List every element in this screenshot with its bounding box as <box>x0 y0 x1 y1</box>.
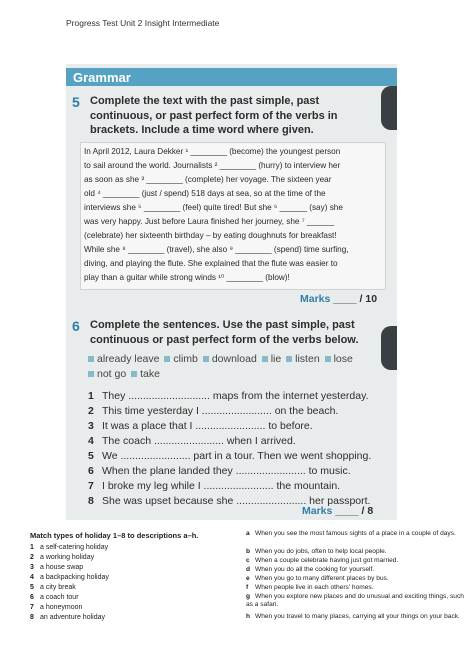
description-text: When you explore new places and do unusual and exciting things, such as a safari. <box>246 593 464 608</box>
description-text: When you travel to many places, carrying all your things on your back. <box>255 613 460 620</box>
description-letter: e <box>246 575 250 582</box>
text-line: play than a guitar while strong winds ¹⁰ ________ (blow)! <box>84 273 290 282</box>
holiday-text: a city break <box>40 584 76 591</box>
sentence-number: 1 <box>88 390 94 402</box>
holiday-text: a honeymoon <box>40 604 83 611</box>
exercise-5-number: 5 <box>72 94 80 110</box>
sentence-text: When the plane landed they ........................ to music. <box>102 465 351 477</box>
section-header-bar <box>66 68 397 86</box>
page-tab-top <box>381 86 397 130</box>
sentence-text: This time yesterday I ........................ on the beach. <box>102 405 339 417</box>
text-line: In April 2012, Laura Dekker ¹ ________ (become) the youngest person <box>84 147 341 156</box>
section-label: Grammar <box>73 70 131 85</box>
text-line: was very happy. Just before Laura finished her journey, she ⁷ ______ <box>84 217 335 226</box>
marks-label: Marks <box>302 505 333 517</box>
holiday-text: a house swap <box>40 564 84 571</box>
sentence-text: We ........................ part in a tour. Then we went shopping. <box>102 450 372 462</box>
bullet-square-icon <box>131 371 137 377</box>
holiday-number: 1 <box>30 544 34 551</box>
description-text: When you go to many different places by bus. <box>255 575 389 582</box>
sentence-number: 4 <box>88 435 94 447</box>
description-text: When you see the most famous sights of a place in a couple of days. <box>255 530 456 537</box>
description-letter: c <box>246 557 250 564</box>
description-item <box>246 548 471 556</box>
exercise-6-instruction <box>90 318 359 347</box>
holiday-item <box>30 584 76 591</box>
exercise-5-marks <box>300 293 377 305</box>
word-bank-row-2 <box>86 367 160 381</box>
document-title: Progress Test Unit 2 Insight Intermediate <box>66 18 220 28</box>
holiday-item <box>30 564 83 571</box>
holiday-item <box>30 574 109 581</box>
sentence-text: I broke my leg while I ........................ the mountain. <box>102 480 341 492</box>
sentence-item <box>88 390 368 402</box>
holiday-number: 4 <box>30 574 34 581</box>
text-line: diving, and playing the flute. She explained that the flute was easier to <box>84 259 338 268</box>
text-line: as soon as she ³ ________ (complete) her voyage. The sixteen year <box>84 175 332 184</box>
instruction-line: brackets. Include a time word where given. <box>90 124 314 136</box>
description-letter: d <box>246 566 251 573</box>
marks-score: ____ / 10 <box>333 293 378 305</box>
holiday-number: 5 <box>30 584 34 591</box>
description-text: When you do jobs, often to help local people. <box>255 548 387 555</box>
sentence-number: 5 <box>88 450 94 462</box>
description-text: When you do all the cooking for yourself. <box>255 566 375 573</box>
exercise-6-marks <box>302 505 373 517</box>
description-text: When a couple celebrate having just got married. <box>255 557 399 564</box>
instruction-line: Complete the text with the past simple, past <box>90 95 320 107</box>
bullet-square-icon <box>262 356 268 362</box>
description-text: When people live in each others' homes. <box>255 584 374 591</box>
instruction-line: Complete the sentences. Use the past simple, past <box>90 319 355 331</box>
sentence-number: 3 <box>88 420 94 432</box>
bullet-square-icon <box>286 356 292 362</box>
holiday-text: a working holiday <box>40 554 95 561</box>
bullet-square-icon <box>88 371 94 377</box>
sentence-item <box>88 480 340 492</box>
holiday-number: 3 <box>30 564 34 571</box>
description-item <box>246 566 471 574</box>
instruction-line: continuous or past perfect form of the verbs below. <box>90 333 359 346</box>
bullet-square-icon <box>325 356 331 362</box>
word-bank-item: climb <box>173 353 198 365</box>
marks-score: ____ / 8 <box>335 505 374 517</box>
bullet-square-icon <box>88 356 94 362</box>
sentence-item <box>88 420 313 432</box>
text-line: interviews she ⁵ ________ (feel) quite tired! But she ⁶ ______ (say) she <box>84 203 343 212</box>
holiday-item <box>30 544 108 551</box>
sentence-text: She was upset because she ........................ her passport. <box>102 495 371 507</box>
sentence-number: 2 <box>88 405 94 417</box>
holiday-item <box>30 604 82 611</box>
sentence-number: 6 <box>88 465 94 477</box>
sentence-item <box>88 465 351 477</box>
description-item <box>246 575 471 583</box>
description-letter: a <box>246 530 250 537</box>
description-item <box>246 613 471 621</box>
sentence-text: They ............................ maps from the internet yesterday. <box>102 390 369 402</box>
description-letter: b <box>246 548 251 555</box>
text-line: (celebrate) her sixteenth birthday – by eating doughnuts for breakfast! <box>84 231 337 240</box>
holiday-item <box>30 594 79 601</box>
description-item <box>246 584 471 592</box>
holiday-number: 2 <box>30 554 34 561</box>
description-letter: f <box>246 584 249 591</box>
sentence-number: 7 <box>88 480 94 492</box>
marks-label: Marks <box>300 293 331 305</box>
holiday-text: a coach tour <box>40 594 79 601</box>
text-line: While she ⁸ ________ (travel), she also ⁹ ________ (spend) time surfing, <box>84 245 349 254</box>
word-bank-item: lie <box>270 353 282 365</box>
sentence-number: 8 <box>88 495 94 507</box>
word-bank-item: take <box>140 368 160 380</box>
holiday-text: a self-catering holiday <box>40 544 109 551</box>
text-line: to sail around the world. Journalists ² ________ (hurry) to interview her <box>84 161 341 170</box>
description-letter: h <box>246 613 251 620</box>
bullet-square-icon <box>164 356 170 362</box>
holiday-number: 6 <box>30 594 34 601</box>
bullet-square-icon <box>203 356 209 362</box>
instruction-line: continuous, or past perfect form of the verbs in <box>90 109 338 122</box>
sentence-item <box>88 435 296 447</box>
word-bank-row-1 <box>86 352 353 366</box>
exercise-5-instruction <box>90 94 338 138</box>
exercise-6-number: 6 <box>72 318 80 334</box>
description-item <box>246 593 471 609</box>
holiday-item <box>30 614 105 621</box>
holiday-number: 7 <box>30 604 34 611</box>
sentence-item <box>88 450 371 462</box>
word-bank-item: already leave <box>97 353 160 365</box>
sentence-item <box>88 405 338 417</box>
word-bank-item: lose <box>333 353 353 365</box>
holiday-item <box>30 554 94 561</box>
word-bank-item: not go <box>97 368 127 380</box>
description-item <box>246 557 471 565</box>
matching-title: Match types of holiday 1–8 to descriptions a–h. <box>30 531 199 540</box>
holiday-text: a backpacking holiday <box>40 574 109 581</box>
word-bank-item: listen <box>295 353 320 365</box>
sentence-text: It was a place that I ........................ to before. <box>102 420 313 432</box>
sentence-text: The coach ........................ when I arrived. <box>102 435 296 447</box>
page-tab-bottom <box>381 326 397 370</box>
description-letter: g <box>246 593 251 600</box>
holiday-text: an adventure holiday <box>40 614 105 621</box>
text-line: old ⁴ ________ (just / spend) 518 days at sea, so at the time of the <box>84 189 326 198</box>
holiday-number: 8 <box>30 614 34 621</box>
word-bank-item: download <box>211 353 257 365</box>
description-item <box>246 530 471 538</box>
